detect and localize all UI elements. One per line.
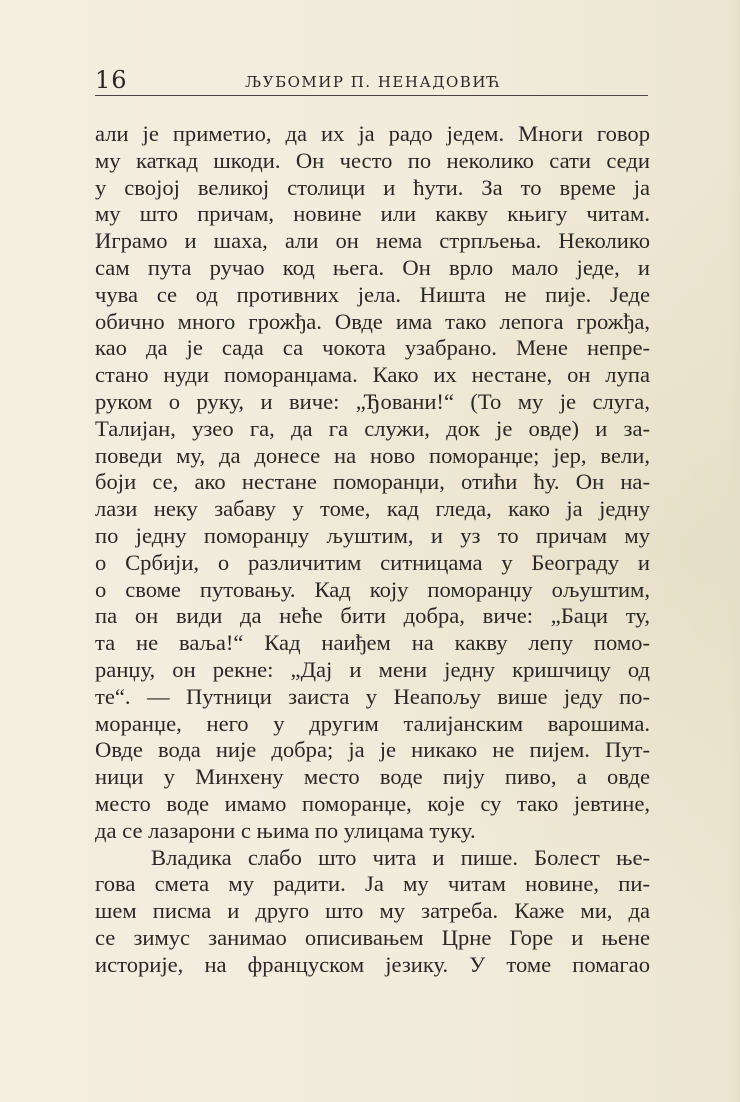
text-line: боји се, ако нестане поморанџи, отићи ћу. Он на-: [95, 469, 650, 495]
text-line: по једну поморанџу љуштим, и уз то причам му: [95, 522, 650, 548]
text-line: гова смета му радити. Ја му читам новине, пи-: [95, 871, 650, 897]
page-number: 16: [95, 66, 128, 94]
text-line: му што причам, новине или какву књигу читам.: [95, 201, 650, 227]
page-header: [95, 66, 650, 96]
text-line: о Србији, о различитим ситницама у Београду и: [95, 549, 650, 575]
text-line: стано нуди поморанџама. Како их нестане, он лупа: [95, 362, 650, 388]
text-line: Талијан, узео га, да га служи, док је овде) и за-: [95, 415, 650, 441]
body-text: [95, 121, 650, 979]
paragraph-end-line: да се лазарони с њима по улицама туку.: [95, 817, 476, 843]
text-line: па он види да неће бити добра, виче: „Баци ту,: [95, 603, 650, 629]
page-edge-shadow: [728, 0, 740, 1102]
text-line: руком о руку, и виче: „Ђовани!“ (То му је слуга,: [95, 388, 650, 414]
text-line: Играмо и шаха, али он нема стрпљења. Неколико: [95, 228, 650, 254]
text-line: моранџе, него у другим талијанским варошима.: [95, 710, 650, 736]
text-line: ници у Минхену место воде пију пиво, а овде: [95, 764, 650, 790]
header-rule: [95, 95, 648, 96]
text-line: као да је сада са чокота узабрано. Мене непре-: [95, 335, 650, 361]
text-line: та не ваља!“ Кад наиђем на какву лепу помо-: [95, 630, 650, 656]
text-line: Овде вода није добра; ја је никако не пијем. Пут-: [95, 737, 650, 763]
paragraph-start-line: Владика слабо што чита и пише. Болест ње-: [151, 844, 650, 870]
text-line: обично много грожђа. Овде има тако лепога грожђа,: [95, 308, 650, 334]
text-line: о своме путовању. Кад коју поморанџу ољуштим,: [95, 576, 650, 602]
text-line: лази неку забаву у томе, кад гледа, како ја једну: [95, 496, 650, 522]
text-line: чува се од противних јела. Ништа не пије. Једе: [95, 281, 650, 307]
text-line: шем писма и друго што му затреба. Каже ми, да: [95, 898, 650, 924]
text-line: сам пута ручао код њега. Он врло мало једе, и: [95, 254, 650, 280]
text-line: ранџу, он рекне: „Дај и мени једну кришчицу од: [95, 656, 650, 682]
text-line: поведи му, да донесе на ново поморанџе; јер, вели,: [95, 442, 650, 468]
text-line: историје, на француском језику. У томе помагао: [95, 951, 650, 977]
running-head: ЉУБОМИР П. НЕНАДОВИЋ: [245, 73, 502, 91]
text-line: те“. — Путници заиста у Неапољу више једу по-: [95, 683, 650, 709]
text-line: му каткад шкоди. Он често по неколико сати седи: [95, 147, 650, 173]
text-line: у својој великој столици и ћути. За то време ја: [95, 174, 650, 200]
text-line: али је приметио, да их ја радо једем. Многи говор: [95, 121, 650, 146]
text-line: се зимус занимао описивањем Црне Горе и њене: [95, 924, 650, 950]
text-line: место воде имамо поморанџе, које су тако јевтине,: [95, 790, 650, 816]
